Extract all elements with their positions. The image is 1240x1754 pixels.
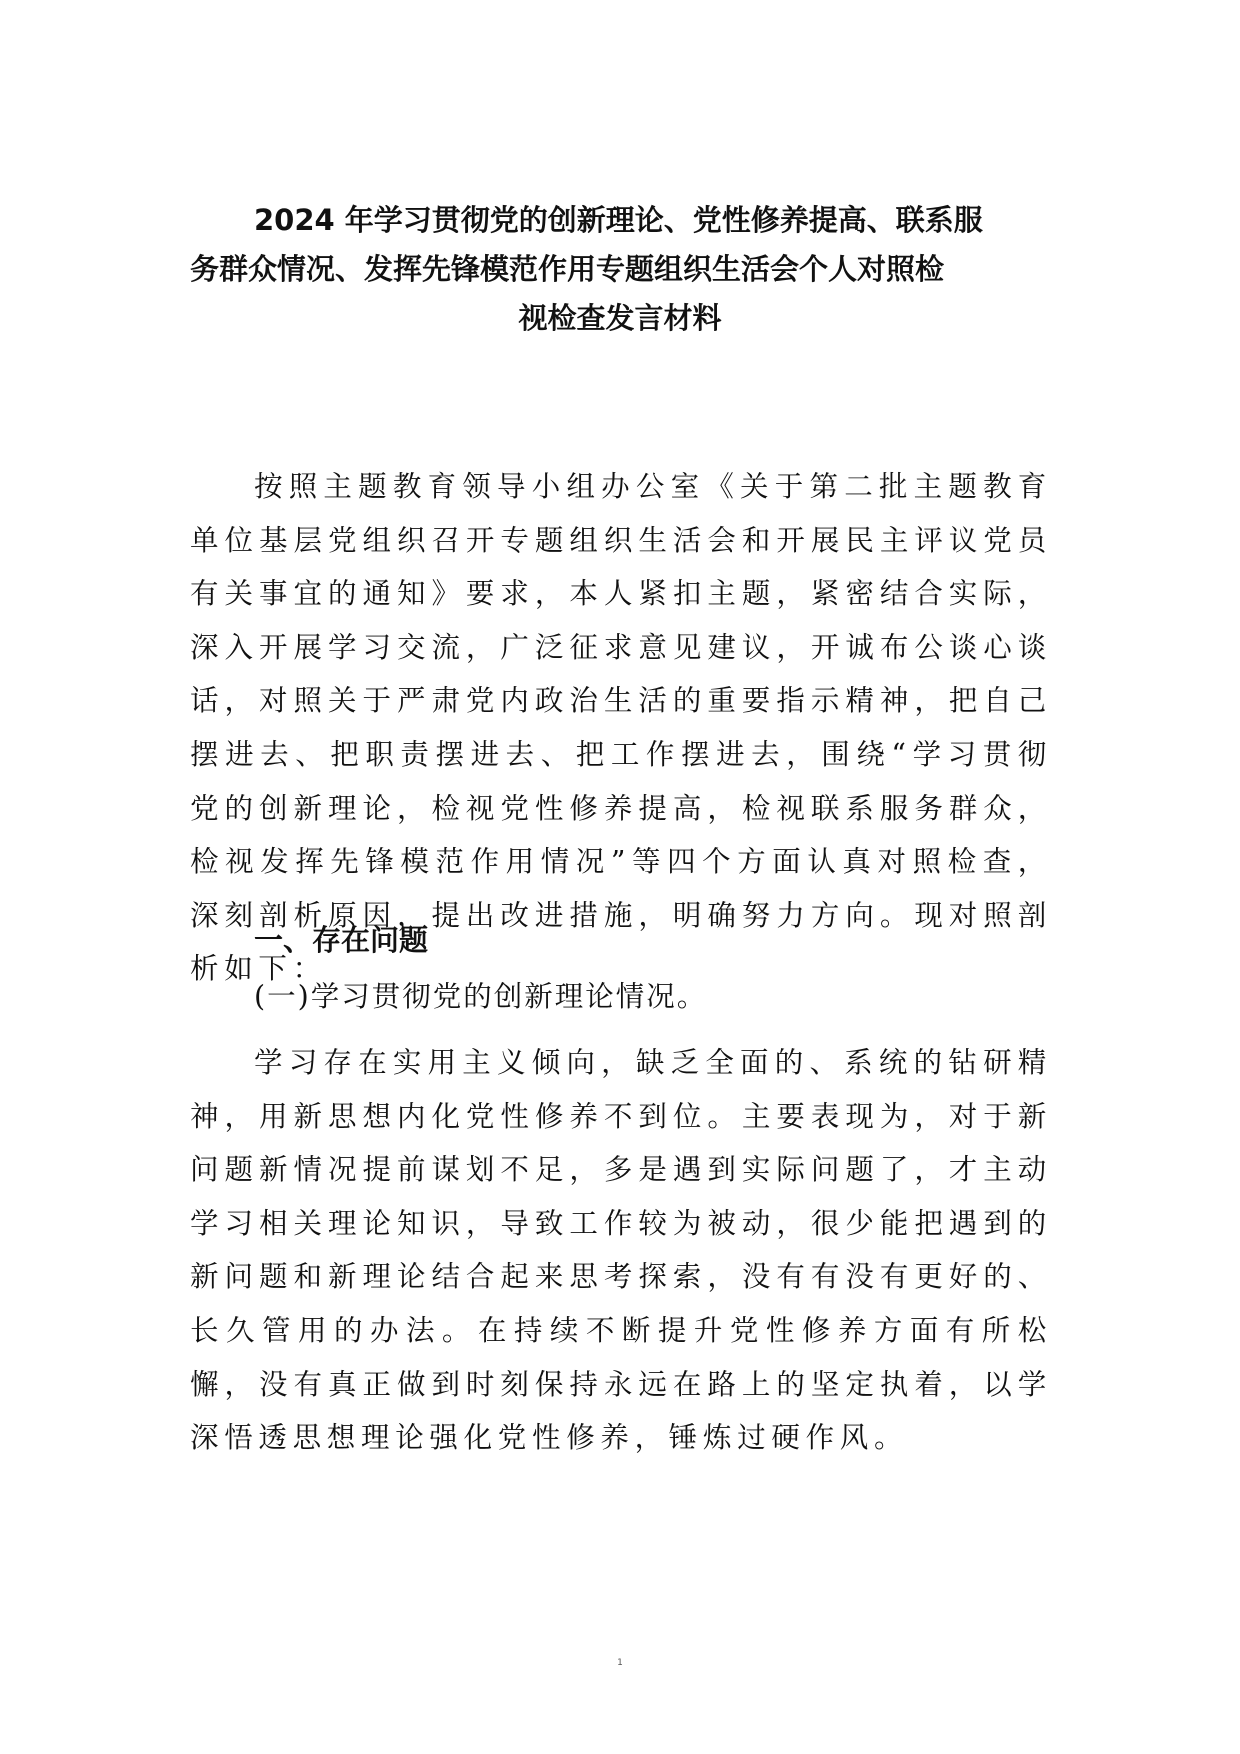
- title-line-1: 2024 年学习贯彻党的创新理论、党性修养提高、联系服: [254, 203, 983, 237]
- title-line-3: 视检查发言材料: [518, 301, 722, 335]
- subsection-heading: (一)学习贯彻党的创新理论情况。: [254, 980, 708, 1013]
- body-paragraph: 学习存在实用主义倾向，缺乏全面的、系统的钻研精神，用新思想内化党性修养不到位。主要表现为，对于新问题新情况提前谋划不足，多是遇到实际问题了，才主动学习相关理论知识，导致工作较为被动，很少能把遇到的新问题和新理论结合起来思考探索，没有有没有更好的、长久管用的办法。在持续不断提升党性修养方面有所松懈，没有真正做到时刻保持永远在路上的坚定执着，以学深悟透思想理论强化党性修养，锤炼过硬作风。: [190, 1046, 1052, 1455]
- document-title: [190, 196, 1050, 343]
- title-line-2: 务群众情况、发挥先锋模范作用专题组织生活会个人对照检: [190, 252, 945, 286]
- intro-paragraph: 按照主题教育领导小组办公室《关于第二批主题教育单位基层党组织召开专题组织生活会和开展民主评议党员有关事宜的通知》要求，本人紧扣主题，紧密结合实际，深入开展学习交流，广泛征求意见建议，开诚布公谈心谈话，对照关于严肃党内政治生活的重要指示精神，把自己摆进去、把职责摆进去、把工作摆进去，围绕“学习贯彻党的创新理论，检视党性修养提高，检视联系服务群众，检视发挥先锋模范作用情况”等四个方面认真对照检查，深刻剖析原因，提出改进措施，明确努力方向。现对照剖析如下：: [190, 470, 1052, 986]
- section-heading: 一、存在问题: [254, 923, 429, 957]
- page-number: 1: [617, 1658, 623, 1668]
